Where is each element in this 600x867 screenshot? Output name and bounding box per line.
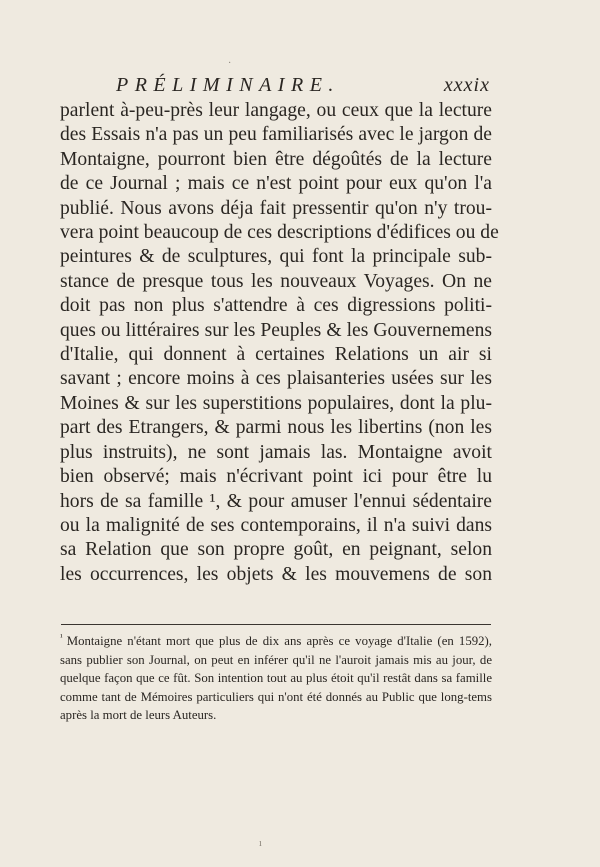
footnote-line: sans publier son Journal, on peut en inférer qu'il ne l'auroit jamais mis au jour, de: [60, 653, 492, 668]
text-line: parlent à-peu-près leur langage, ou ceux que la lecture: [60, 100, 492, 121]
text-line: part des Etrangers, & parmi nous les libertins (non les: [60, 417, 492, 439]
main-text: [60, 99, 499, 587]
text-line: bien observé; mais n'écrivant point ici pour être lu: [60, 466, 492, 488]
page-number: xxxix: [443, 74, 490, 96]
footnote-line: $^{^1}$ Montaigne n'étant mort que plus de dix ans après ce voyage d'Italie (en 1592),: [60, 632, 492, 648]
text-line: savant ; encore moins à ces plaisanteries usées sur les: [60, 368, 492, 390]
text-line: peintures & de sculptures, qui font la principale sub-: [60, 246, 492, 268]
text-line: des Essais n'a pas un peu familiarisés avec le jargon de: [60, 124, 492, 146]
text-line: d'Italie, qui donnent à certaines Relations un air si: [60, 344, 492, 366]
text-line: publié. Nous avons déja fait pressentir qu'on n'y trou-: [60, 197, 492, 219]
paper-speck: ı: [259, 838, 262, 849]
footnote-line: comme tant de Mémoires particuliers qui n'ont été donnés au Public que long-tems: [60, 689, 492, 704]
text-line: stance de presque tous les nouveaux Voyages. On ne: [60, 270, 492, 292]
footnote: [60, 632, 492, 724]
text-line: les occurrences, les objets & les mouvemens de son: [60, 563, 492, 585]
text-line: doit pas non plus s'attendre à ces digressions politi-: [60, 295, 492, 317]
text-line: plus instruits), ne sont jamais las. Montaigne avoit: [60, 441, 492, 463]
footnote-divider: [61, 624, 491, 625]
text-line: Moines & sur les superstitions populaires, dont la plu-: [60, 392, 492, 414]
footnote-line: après la mort de leurs Auteurs.: [60, 707, 217, 722]
text-line: de ce Journal ; mais ce n'est point pour eux qu'on l'a: [60, 173, 492, 195]
footnote-line: quelque façon que ce fût. Son intention tout au plus étoit qu'il restât dans sa famille: [60, 671, 492, 686]
paper-speck: ·: [228, 58, 232, 69]
footnote-marker: ¹: [60, 632, 63, 642]
running-title: PRÉLIMINAIRE.: [116, 74, 340, 96]
text-line: ou la malignité de ses contemporains, il n'a suivi dans: [60, 514, 492, 536]
text-line: Montaigne, pourront bien être dégoûtés de la lecture: [60, 148, 492, 170]
text-line: ques ou littéraires sur les Peuples & les Gouvernemens: [60, 319, 492, 341]
text-line: sa Relation que son propre goût, en peignant, selon: [60, 539, 492, 561]
text-line: hors de sa famille ¹, & pour amuser l'ennui sédentaire: [60, 490, 492, 512]
text-line: vera point beaucoup de ces descriptions d'édifices ou de: [60, 222, 499, 244]
